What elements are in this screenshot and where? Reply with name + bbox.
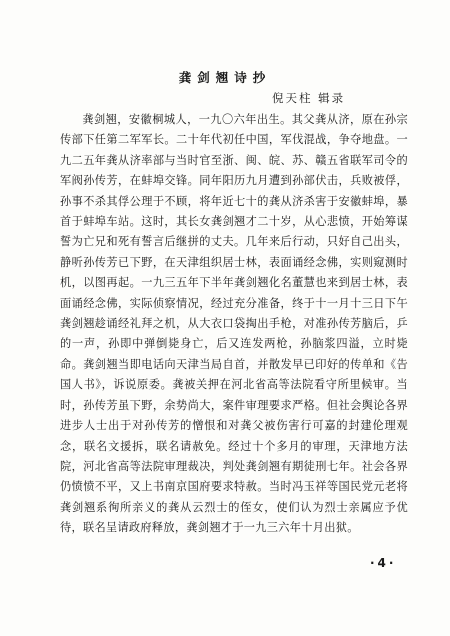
body-paragraph: 龚剑翘，安徽桐城人，一九〇六年出生。其父龚从济，原在孙宗传部下任第二军军长。二十年代初任中国，军伐混战，争夺地盘。一九二五年龚从济率部与当时官至浙、闽、皖、苏、赣五省联军司令的军阀孙传芳，在蚌埠交锋。同年阳历九月遭到孙部伏击，兵败被俘，孙事不杀其俘公理于不顾，将年近七十的龚从济杀害于安徽蚌埠，暴首于蚌埠车站。这时，其长女龚剑翘才二十岁，从心悲愤，开始筹谋誓为亡兄和死有誓言后继拼的丈夫。几年来后行动，只好自己出头，静听孙传芳已下野，在天津组织居士林，表面诵经念佛，实则窥测时机，以图再起。一九三五年下半年龚剑翘化名董慧也来到居士林，表面诵经念佛，实际侦察情况，经过充分准备，终于十一月十三日下午龚剑翘趁诵经礼拜之机，从大衣口袋掏出手枪，对准孙传芳脑后，乒的一声，孙即中弹倒毙身亡，后又连发两枪，孙脑浆四溢，立时毙命。龚剑翘当即电话向天津当局自首，并散发早已印好的传单和《告国人书》，诉说原委。龚被关押在河北省高等法院看守所里候审。当时，孙传芳虽下野，余势尚大，案件审理要求严格。但社会舆论各界进步人士出于对孙传芳的憎恨和对龚父被伤害行可嘉的封建伦理观念，联名文援拆，联名请赦免。经过十个多月的审理，天津地方法院，河北省高等法院审理裁决，判处龚剑翘有期徒刑七年。社会各界仍愤愤不平，又上书南京国府要求特赦。当时冯玉祥等国民党元老将龚剑翘系徇所亲义的龚从云烈士的侄女，使们认为烈士亲属应予优待，联名呈请政府释放，龚剑翘才于一九三六年十月出狱。 [60,113,408,535]
page-number: ·4· [370,556,397,570]
document-title: 龚剑翘诗抄 [178,70,272,85]
document-author: 倪天柱 辑录 [272,91,346,105]
